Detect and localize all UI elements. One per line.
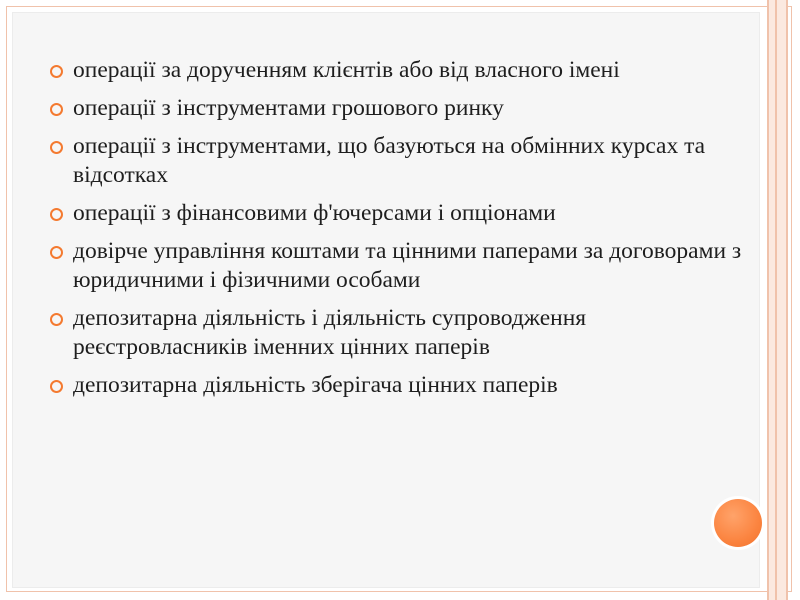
right-stripe-line xyxy=(767,0,769,600)
circle-bullet-icon xyxy=(50,65,63,78)
circle-bullet-icon xyxy=(50,103,63,116)
list-item xyxy=(49,94,761,123)
list-item-text: довірче управління коштами та цінними паперами за договорами з юридичними і фізичними особами xyxy=(73,238,742,293)
list-item xyxy=(49,199,761,228)
right-stripe-band xyxy=(767,0,788,600)
bullet-list xyxy=(49,56,761,409)
list-item xyxy=(49,304,761,362)
right-stripe-line xyxy=(786,0,788,600)
circle-bullet-icon xyxy=(50,141,63,154)
circle-bullet-icon xyxy=(50,313,63,326)
list-item-text: операції за дорученням клієнтів або від власного імені xyxy=(73,57,620,83)
decorative-circle xyxy=(714,499,762,547)
right-stripe-line xyxy=(775,0,777,600)
circle-bullet-icon xyxy=(50,246,63,259)
circle-bullet-icon xyxy=(50,380,63,393)
list-item-text: депозитарна діяльність зберігача цінних паперів xyxy=(73,372,558,398)
circle-bullet-icon xyxy=(50,208,63,221)
list-item-text: операції з інструментами грошового ринку xyxy=(73,95,504,121)
list-item-text: депозитарна діяльність і діяльність супроводження реєстровласників іменних цінних паперів xyxy=(73,305,587,360)
list-item xyxy=(49,237,761,295)
list-item xyxy=(49,132,761,190)
list-item-text: операції з фінансовими ф'ючерсами і опціонами xyxy=(73,200,556,226)
list-item xyxy=(49,56,761,85)
list-item-text: операції з інструментами, що базуються на обмінних курсах та відсотках xyxy=(73,133,706,188)
list-item xyxy=(49,371,761,400)
